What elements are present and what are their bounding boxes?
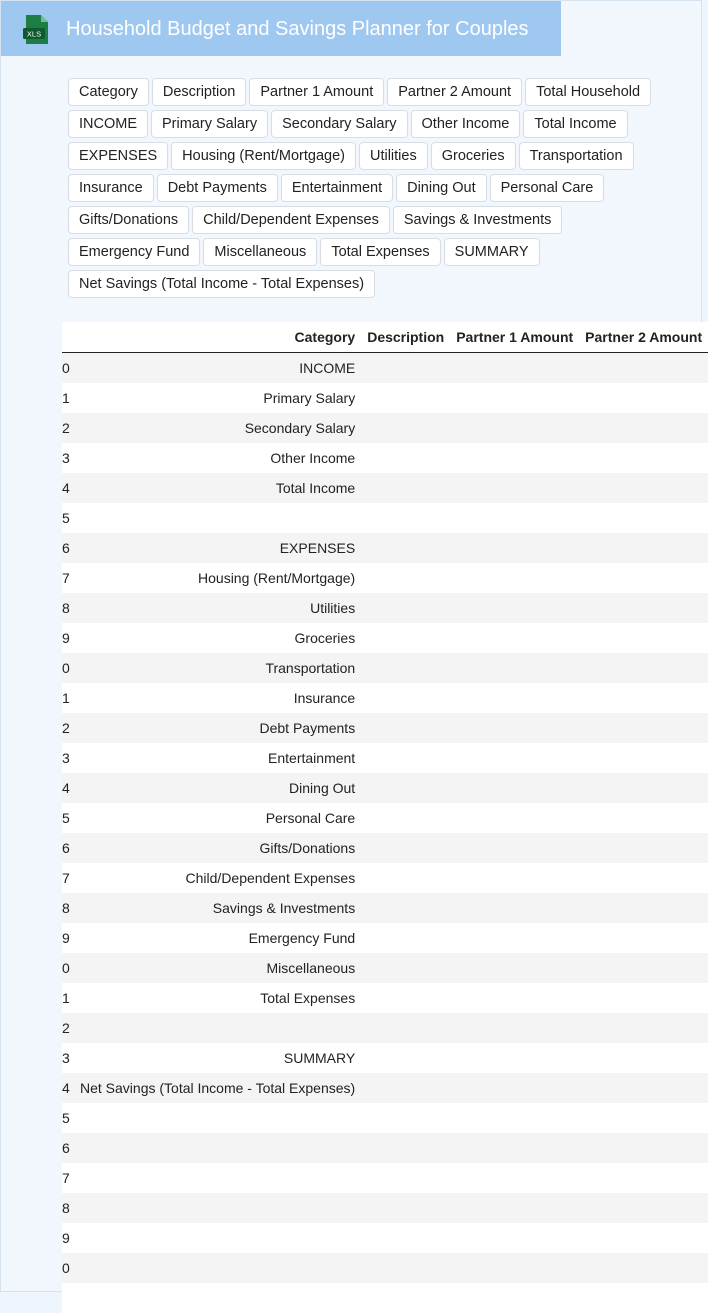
table-row: [62, 1043, 708, 1073]
partner-2-amount-cell[interactable]: [579, 803, 708, 833]
description-cell[interactable]: [361, 1193, 450, 1223]
column-chip[interactable]: Total Household: [525, 78, 651, 106]
category-cell[interactable]: Other Income: [74, 443, 361, 473]
row-index-cell: 0: [62, 653, 74, 683]
table-row: [62, 923, 708, 953]
category-cell[interactable]: [74, 1163, 361, 1193]
description-cell[interactable]: [361, 1073, 450, 1103]
column-chip[interactable]: Utilities: [359, 142, 428, 170]
category-cell[interactable]: EXPENSES: [74, 533, 361, 563]
description-cell[interactable]: [361, 1283, 450, 1313]
description-cell[interactable]: [361, 533, 450, 563]
description-cell[interactable]: [361, 833, 450, 863]
partner-1-amount-cell[interactable]: [450, 983, 579, 1013]
row-index-cell: 7: [62, 863, 74, 893]
row-index-cell: 2: [62, 1013, 74, 1043]
column-chip[interactable]: Personal Care: [490, 174, 605, 202]
partner-1-amount-cell[interactable]: [450, 1163, 579, 1193]
partner-1-amount-cell[interactable]: [450, 1073, 579, 1103]
category-cell[interactable]: Insurance: [74, 683, 361, 713]
partner-2-amount-cell[interactable]: [579, 503, 708, 533]
description-cell[interactable]: [361, 1163, 450, 1193]
partner-2-amount-cell[interactable]: [579, 1223, 708, 1253]
category-cell[interactable]: Secondary Salary: [74, 413, 361, 443]
column-chip[interactable]: Miscellaneous: [203, 238, 317, 266]
partner-1-amount-cell[interactable]: [450, 503, 579, 533]
category-cell[interactable]: Emergency Fund: [74, 923, 361, 953]
table-row: [62, 623, 708, 653]
row-index-cell: 6: [62, 833, 74, 863]
category-cell[interactable]: [74, 1253, 361, 1283]
description-cell[interactable]: [361, 803, 450, 833]
description-cell[interactable]: [361, 593, 450, 623]
description-cell[interactable]: [361, 443, 450, 473]
column-chip-list: [68, 78, 678, 298]
data-table: [62, 322, 708, 1313]
row-index-cell: 6: [62, 1133, 74, 1163]
table-row: [62, 563, 708, 593]
row-index-cell: 9: [62, 923, 74, 953]
partner-1-amount-cell[interactable]: [450, 833, 579, 863]
row-index-cell: 4: [62, 773, 74, 803]
category-cell[interactable]: Entertainment: [74, 743, 361, 773]
category-cell[interactable]: Child/Dependent Expenses: [74, 863, 361, 893]
row-index-cell: 3: [62, 443, 74, 473]
row-index-cell: 6: [62, 533, 74, 563]
column-chip[interactable]: Emergency Fund: [68, 238, 200, 266]
description-cell[interactable]: [361, 1133, 450, 1163]
partner-2-amount-cell[interactable]: [579, 1163, 708, 1193]
column-chip[interactable]: Insurance: [68, 174, 154, 202]
table-row: [62, 503, 708, 533]
column-chip[interactable]: Other Income: [411, 110, 521, 138]
partner-2-amount-cell[interactable]: [579, 563, 708, 593]
table-row: [62, 1193, 708, 1223]
row-index-cell: 4: [62, 473, 74, 503]
column-chip[interactable]: Total Income: [523, 110, 627, 138]
row-index-cell: 1: [62, 683, 74, 713]
column-header-partner-1-amount[interactable]: Partner 1 Amount: [450, 322, 579, 353]
description-cell[interactable]: [361, 743, 450, 773]
column-chip[interactable]: Partner 1 Amount: [249, 78, 384, 106]
row-index-cell: 0: [62, 1253, 74, 1283]
partner-2-amount-cell[interactable]: [579, 743, 708, 773]
column-chip[interactable]: Net Savings (Total Income - Total Expenses): [68, 270, 375, 298]
column-chip[interactable]: Category: [68, 78, 149, 106]
partner-2-amount-cell[interactable]: [579, 1073, 708, 1103]
description-cell[interactable]: [361, 983, 450, 1013]
partner-2-amount-cell[interactable]: [579, 773, 708, 803]
table-row: [62, 533, 708, 563]
table-row: [62, 1013, 708, 1043]
partner-2-amount-cell[interactable]: [579, 923, 708, 953]
table-row: [62, 743, 708, 773]
column-chip[interactable]: EXPENSES: [68, 142, 168, 170]
category-cell[interactable]: Primary Salary: [74, 383, 361, 413]
table-body: [62, 353, 708, 1313]
partner-2-amount-cell[interactable]: [579, 683, 708, 713]
xls-label: XLS: [27, 30, 41, 39]
table-row: [62, 413, 708, 443]
category-cell[interactable]: [74, 1133, 361, 1163]
row-index-cell: 0: [62, 353, 74, 384]
table-row: [62, 1163, 708, 1193]
description-cell[interactable]: [361, 353, 450, 384]
column-header-description[interactable]: Description: [361, 322, 450, 353]
category-cell[interactable]: [74, 1193, 361, 1223]
category-cell[interactable]: Transportation: [74, 653, 361, 683]
partner-2-amount-cell[interactable]: [579, 593, 708, 623]
partner-1-amount-cell[interactable]: [450, 383, 579, 413]
partner-1-amount-cell[interactable]: [450, 1223, 579, 1253]
category-cell[interactable]: Gifts/Donations: [74, 833, 361, 863]
partner-2-amount-cell[interactable]: [579, 533, 708, 563]
description-cell[interactable]: [361, 953, 450, 983]
partner-2-amount-cell[interactable]: [579, 413, 708, 443]
partner-2-amount-cell[interactable]: [579, 713, 708, 743]
row-index-cell: 5: [62, 803, 74, 833]
row-index-cell: 0: [62, 953, 74, 983]
partner-2-amount-cell[interactable]: [579, 443, 708, 473]
partner-2-amount-cell[interactable]: [579, 863, 708, 893]
category-cell[interactable]: INCOME: [74, 353, 361, 384]
row-index-cell: 2: [62, 713, 74, 743]
spreadsheet-file-icon: [20, 14, 51, 45]
row-index-cell: 3: [62, 743, 74, 773]
partner-1-amount-cell[interactable]: [450, 443, 579, 473]
partner-1-amount-cell[interactable]: [450, 413, 579, 443]
row-index-cell: 8: [62, 593, 74, 623]
partner-2-amount-cell[interactable]: [579, 833, 708, 863]
table-row: [62, 893, 708, 923]
partner-1-amount-cell[interactable]: [450, 773, 579, 803]
description-cell[interactable]: [361, 863, 450, 893]
category-cell[interactable]: [74, 1283, 361, 1313]
table-row: [62, 863, 708, 893]
table-row: [62, 773, 708, 803]
description-cell[interactable]: [361, 1253, 450, 1283]
partner-2-amount-cell[interactable]: [579, 1013, 708, 1043]
partner-1-amount-cell[interactable]: [450, 1193, 579, 1223]
table-row: [62, 1253, 708, 1283]
table-row: [62, 653, 708, 683]
row-index-cell: 2: [62, 413, 74, 443]
table-row: [62, 443, 708, 473]
table-row: [62, 713, 708, 743]
column-chip[interactable]: INCOME: [68, 110, 148, 138]
column-chip[interactable]: Secondary Salary: [271, 110, 407, 138]
partner-1-amount-cell[interactable]: [450, 713, 579, 743]
row-index-cell: 1: [62, 383, 74, 413]
description-cell[interactable]: [361, 503, 450, 533]
row-index-cell: 5: [62, 1103, 74, 1133]
description-cell[interactable]: [361, 563, 450, 593]
table-row: [62, 1283, 708, 1313]
description-cell[interactable]: [361, 683, 450, 713]
description-cell[interactable]: [361, 893, 450, 923]
partner-2-amount-cell[interactable]: [579, 623, 708, 653]
column-chip[interactable]: Groceries: [431, 142, 516, 170]
category-cell[interactable]: Savings & Investments: [74, 893, 361, 923]
table-row: [62, 473, 708, 503]
partner-1-amount-cell[interactable]: [450, 683, 579, 713]
row-index-cell: 1: [62, 983, 74, 1013]
partner-1-amount-cell[interactable]: [450, 593, 579, 623]
table-row: [62, 953, 708, 983]
table-header-row: [62, 322, 708, 353]
column-chip[interactable]: Primary Salary: [151, 110, 268, 138]
partner-2-amount-cell[interactable]: [579, 653, 708, 683]
column-chip[interactable]: Description: [152, 78, 247, 106]
column-chip[interactable]: Debt Payments: [157, 174, 278, 202]
table-row: [62, 1073, 708, 1103]
partner-1-amount-cell[interactable]: [450, 1013, 579, 1043]
partner-2-amount-cell[interactable]: [579, 383, 708, 413]
app-header: [1, 1, 561, 56]
category-cell[interactable]: Groceries: [74, 623, 361, 653]
partner-1-amount-cell[interactable]: [450, 1253, 579, 1283]
table-row: [62, 803, 708, 833]
description-cell[interactable]: [361, 473, 450, 503]
table-row: [62, 683, 708, 713]
row-index-cell: 9: [62, 1223, 74, 1253]
partner-2-amount-cell[interactable]: [579, 953, 708, 983]
partner-1-amount-cell[interactable]: [450, 863, 579, 893]
row-index-cell: 7: [62, 1163, 74, 1193]
category-cell[interactable]: Miscellaneous: [74, 953, 361, 983]
description-cell[interactable]: [361, 923, 450, 953]
row-index-cell: 3: [62, 1043, 74, 1073]
row-index-cell: 8: [62, 1193, 74, 1223]
column-chip[interactable]: Entertainment: [281, 174, 393, 202]
partner-1-amount-cell[interactable]: [450, 563, 579, 593]
page-title: Household Budget and Savings Planner for Couples: [66, 17, 529, 41]
row-index-cell: [62, 1283, 74, 1313]
column-chip[interactable]: Partner 2 Amount: [387, 78, 522, 106]
partner-1-amount-cell[interactable]: [450, 1103, 579, 1133]
partner-2-amount-cell[interactable]: [579, 983, 708, 1013]
description-cell[interactable]: [361, 1223, 450, 1253]
category-cell[interactable]: Total Income: [74, 473, 361, 503]
description-cell[interactable]: [361, 713, 450, 743]
partner-1-amount-cell[interactable]: [450, 893, 579, 923]
partner-1-amount-cell[interactable]: [450, 623, 579, 653]
partner-1-amount-cell[interactable]: [450, 743, 579, 773]
row-index-cell: 7: [62, 563, 74, 593]
description-cell[interactable]: [361, 623, 450, 653]
description-cell[interactable]: [361, 653, 450, 683]
data-table-viewport[interactable]: [68, 322, 678, 1292]
category-cell[interactable]: [74, 1223, 361, 1253]
column-chip[interactable]: Child/Dependent Expenses: [192, 206, 390, 234]
row-index-cell: 9: [62, 623, 74, 653]
partner-2-amount-cell[interactable]: [579, 893, 708, 923]
column-chip[interactable]: Transportation: [519, 142, 634, 170]
column-chip[interactable]: SUMMARY: [444, 238, 540, 266]
partner-1-amount-cell[interactable]: [450, 803, 579, 833]
description-cell[interactable]: [361, 1043, 450, 1073]
partner-2-amount-cell[interactable]: [579, 473, 708, 503]
partner-2-amount-cell[interactable]: [579, 1283, 708, 1313]
table-row: [62, 1223, 708, 1253]
category-cell[interactable]: Dining Out: [74, 773, 361, 803]
description-cell[interactable]: [361, 383, 450, 413]
category-cell[interactable]: [74, 1103, 361, 1133]
category-cell[interactable]: Net Savings (Total Income - Total Expenses): [74, 1073, 361, 1103]
category-cell[interactable]: [74, 503, 361, 533]
category-cell[interactable]: Personal Care: [74, 803, 361, 833]
row-index-cell: 4: [62, 1073, 74, 1103]
table-row: [62, 983, 708, 1013]
table-row: [62, 593, 708, 623]
column-chip[interactable]: Gifts/Donations: [68, 206, 189, 234]
category-cell[interactable]: Debt Payments: [74, 713, 361, 743]
partner-1-amount-cell[interactable]: [450, 473, 579, 503]
column-chip[interactable]: Dining Out: [396, 174, 487, 202]
partner-1-amount-cell[interactable]: [450, 1133, 579, 1163]
category-cell[interactable]: Total Expenses: [74, 983, 361, 1013]
category-cell[interactable]: Utilities: [74, 593, 361, 623]
description-cell[interactable]: [361, 773, 450, 803]
partner-1-amount-cell[interactable]: [450, 653, 579, 683]
column-header-category[interactable]: Category: [74, 322, 361, 353]
partner-1-amount-cell[interactable]: [450, 353, 579, 384]
table-row: [62, 1103, 708, 1133]
partner-1-amount-cell[interactable]: [450, 1043, 579, 1073]
category-cell[interactable]: Housing (Rent/Mortgage): [74, 563, 361, 593]
table-row: [62, 1133, 708, 1163]
partner-2-amount-cell[interactable]: [579, 353, 708, 384]
description-cell[interactable]: [361, 413, 450, 443]
row-index-cell: 8: [62, 893, 74, 923]
index-header: [62, 322, 74, 353]
description-cell[interactable]: [361, 1103, 450, 1133]
partner-2-amount-cell[interactable]: [579, 1253, 708, 1283]
partner-2-amount-cell[interactable]: [579, 1103, 708, 1133]
table-row: [62, 833, 708, 863]
category-cell[interactable]: SUMMARY: [74, 1043, 361, 1073]
column-chip[interactable]: Housing (Rent/Mortgage): [171, 142, 356, 170]
table-row: [62, 353, 708, 384]
column-header-partner-2-amount[interactable]: Partner 2 Amount: [579, 322, 708, 353]
table-row: [62, 383, 708, 413]
column-chip[interactable]: Savings & Investments: [393, 206, 563, 234]
partner-1-amount-cell[interactable]: [450, 1283, 579, 1313]
partner-2-amount-cell[interactable]: [579, 1043, 708, 1073]
partner-1-amount-cell[interactable]: [450, 953, 579, 983]
partner-2-amount-cell[interactable]: [579, 1193, 708, 1223]
column-chip[interactable]: Total Expenses: [320, 238, 440, 266]
category-cell[interactable]: [74, 1013, 361, 1043]
partner-2-amount-cell[interactable]: [579, 1133, 708, 1163]
partner-1-amount-cell[interactable]: [450, 923, 579, 953]
description-cell[interactable]: [361, 1013, 450, 1043]
partner-1-amount-cell[interactable]: [450, 533, 579, 563]
row-index-cell: 5: [62, 503, 74, 533]
